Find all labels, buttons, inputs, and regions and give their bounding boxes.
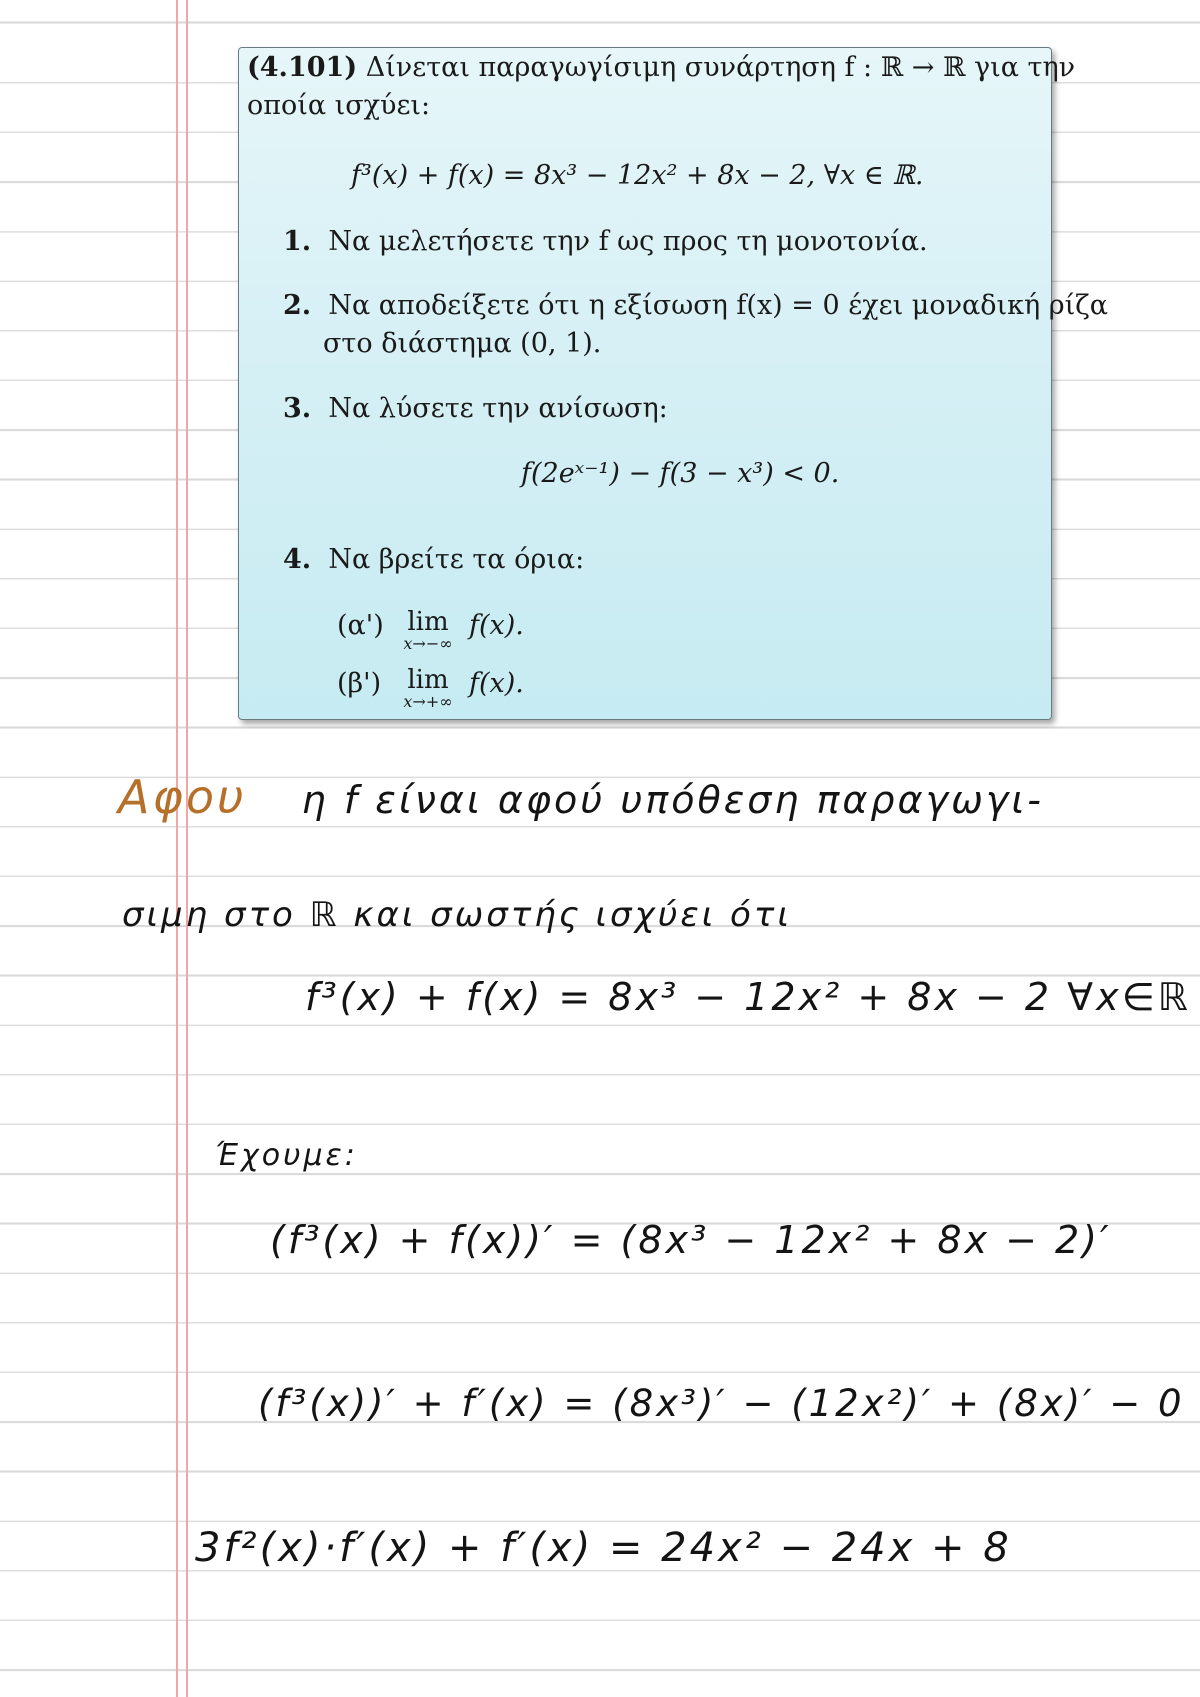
item-2: 2. Να αποδείξετε ότι η εξίσωση f(x) = 0 έχει μοναδική ρίζα [283,290,1109,321]
handwriting-line-3: f³(x) + f(x) = 8x³ − 12x² + 8x − 2 ∀x∈ℝ [305,975,1191,1019]
problem-number: (4.101) [247,52,358,83]
limit-a-expr: f(x). [469,610,524,641]
handwriting-line-7: 3f²(x)·f′(x) + f′(x) = 24x² − 24x + 8 [195,1525,1012,1571]
handwriting-line-2: σιμη στο ℝ και σωστής ισχύει ότι [122,895,792,935]
problem-intro-line2: οποία ισχύει: [247,90,431,121]
limit-a-label: (α') [337,610,384,641]
handwriting-line-4: Έχουμε: [215,1138,358,1173]
main-equation: f³(x) + f(x) = 8x³ − 12x² + 8x − 2, ∀x ∈ ℝ. [351,160,924,191]
limit-b-expr: f(x). [469,668,524,699]
item-1: 1. Να μελετήσετε την f ως προς τη μονοτονία. [283,226,928,257]
handwriting-line-6: (f³(x))′ + f′(x) = (8x³)′ − (12x²)′ + (8x)′ − 0 [258,1382,1185,1425]
handwriting-line-5: (f³(x) + f(x))′ = (8x³ − 12x² + 8x − 2)′ [270,1218,1112,1262]
problem-intro-line1: (4.101) Δίνεται παραγωγίσιμη συνάρτηση f : ℝ → ℝ για την [247,52,1076,83]
item-4: 4. Να βρείτε τα όρια: [283,544,585,575]
problem-box [238,47,1109,720]
limit-a-operator: lim x→−∞ [403,607,453,653]
item-3: 3. Να λύσετε την ανίσωση: [283,393,668,424]
margin-line [186,0,188,1697]
limit-b-operator: lim x→+∞ [403,665,453,711]
item-2-line2: στο διάστημα (0, 1). [323,328,602,359]
inequality: f(2eˣ⁻¹) − f(3 − x³) < 0. [521,458,840,489]
limit-b-label: (β') [337,668,382,699]
handwriting-line-1: Αφου η f είναι αφού υπόθεση παραγωγι- [118,770,1044,824]
margin-line [176,0,178,1697]
